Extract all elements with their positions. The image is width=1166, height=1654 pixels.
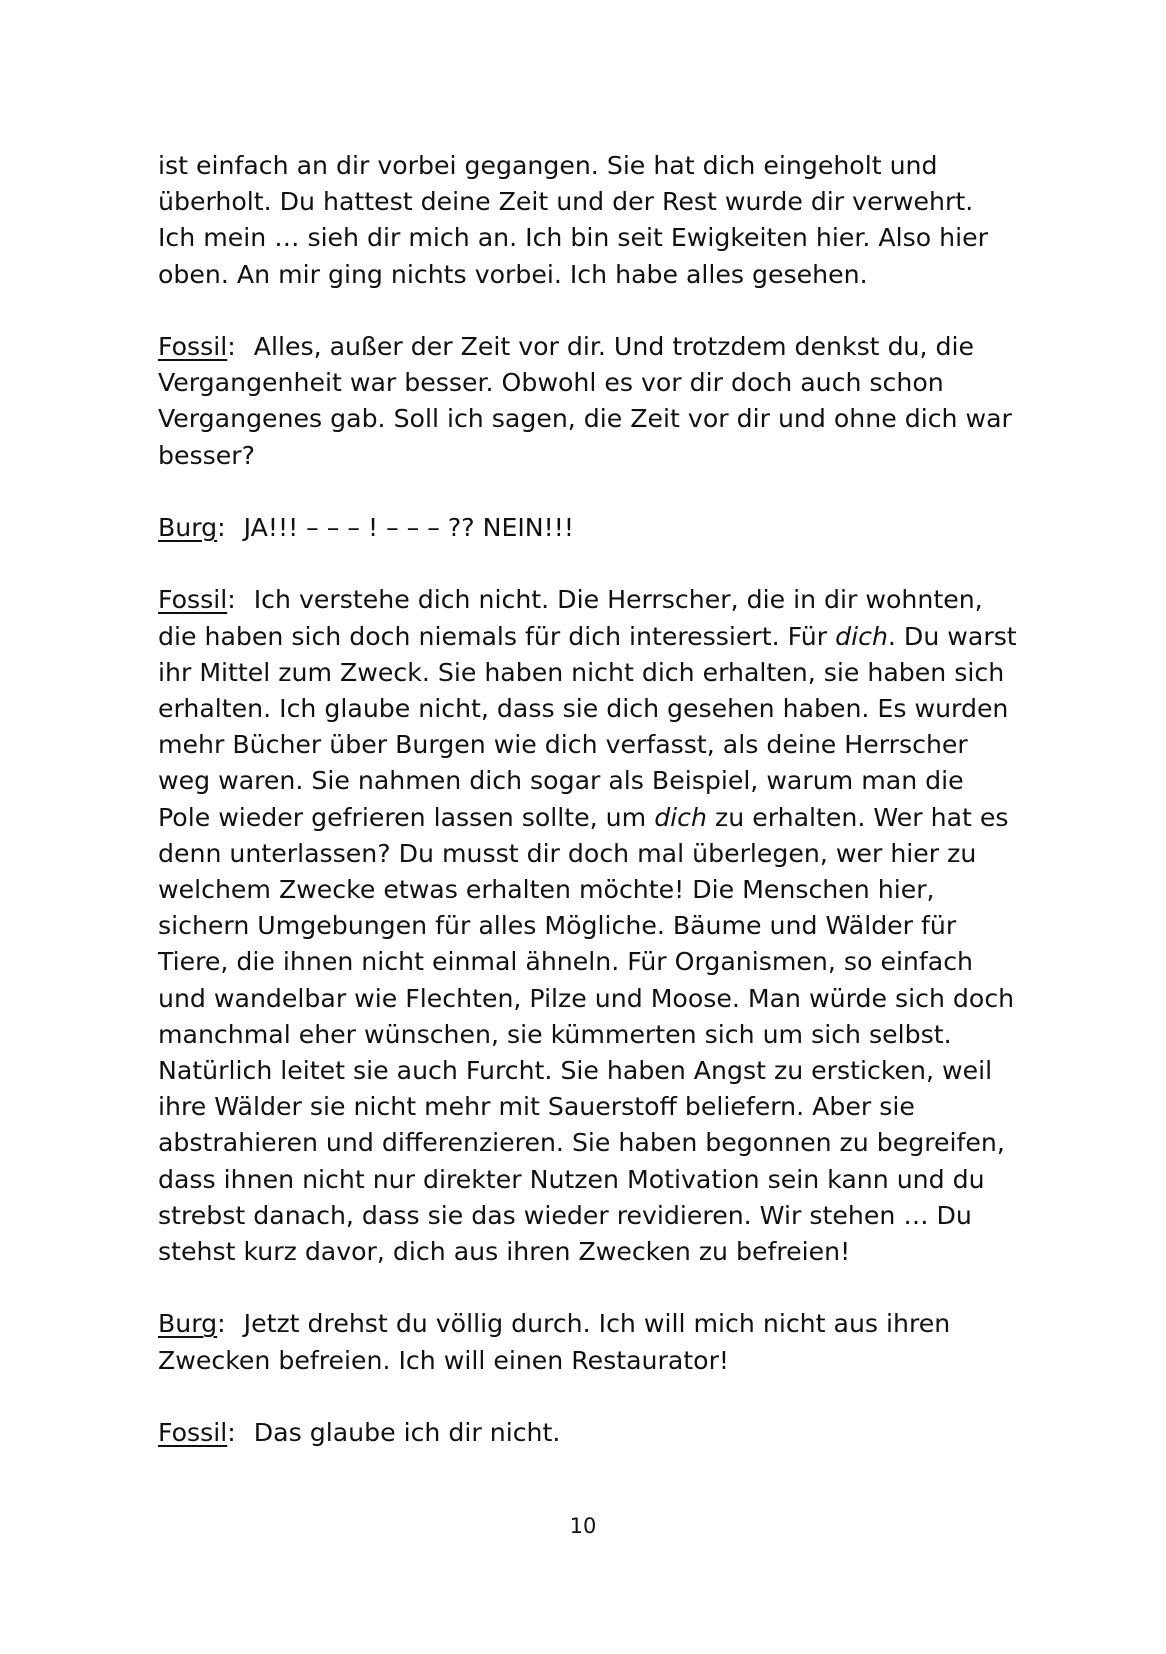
dialogue-text-segment: zu erhalten. Wer hat es denn unterlassen? Du musst dir doch mal überlegen, wer hier zu welchem Zwecke etwas erhalten möchte! Die Menschen hier, sichern Umgebungen für alles Mögliche. Bäume und Wälder für Tiere, die ihnen nicht einmal ähneln. Für Organismen, so einfach und wandelbar wie Flechten, Pilze und Moose. Man würde sich doch manchmal eher wünschen, sie kümmerten sich um sich selbst. Natürlich leitet sie auch Furcht. Sie haben Angst zu ersticken, weil ihre Wälder sie nicht mehr mit Sauerstoff beliefern. Aber sie abstrahieren und differenzieren. Sie haben begonnen zu begreifen, dass ihnen nicht nur direkter Nutzen Motivation sein kann und du strebst danach, dass sie das wieder revidieren. Wir stehen … Du stehst kurz davor, dich aus ihren Zwecken zu befreien!: [158, 802, 1015, 1267]
speaker-name: Burg: [158, 1309, 218, 1339]
speaker-colon: :: [217, 1309, 226, 1339]
emphasized-text: dich: [835, 621, 888, 651]
dialogue-text-segment: Das glaube ich dir nicht.: [253, 1418, 561, 1448]
dialogue-text-segment: Jetzt drehst du völlig durch. Ich will mich nicht aus ihren Zwecken befreien. Ich will einen Restaurator!: [158, 1309, 951, 1375]
speaker-name: Burg: [158, 513, 218, 542]
speaker-name: Fossil: [158, 1418, 228, 1448]
speaker-name: Fossil: [158, 585, 228, 615]
speaker-colon: :: [227, 1418, 236, 1448]
dialogue-line: [158, 582, 1018, 1270]
dialogue-text-segment: Alles, außer der Zeit vor dir. Und trotzdem denkst du, die Vergangenheit war besser. Obwohl es vor dir doch auch schon Vergangenes gab. Soll ich sagen, die Zeit vor dir und ohne dich war besser?: [158, 332, 1012, 470]
speaker-colon: :: [227, 585, 236, 615]
dialogue-text-segment: ist einfach an dir vorbei gegangen. Sie hat dich eingeholt und überholt. Du hattest deine Zeit und der Rest wurde dir verwehrt. Ich mein … sieh dir mich an. Ich bin seit Ewigkeiten hier. Also hier oben. An mir ging nichts vorbei. Ich habe alles gesehen.: [158, 151, 988, 289]
dialogue-line: [158, 329, 1018, 474]
speaker-colon: :: [217, 513, 226, 542]
emphasized-text: dich: [654, 802, 707, 832]
dialogue-text-segment: Ich verstehe dich nicht. Die Herrscher, die in dir wohnten, die haben sich doch niemals für dich interessiert. Für: [158, 585, 983, 651]
dialogue-line: [158, 510, 1018, 546]
dialogue-text-segment: . Du warst ihr Mittel zum Zweck. Sie haben nicht dich erhalten, sie haben sich erhalten. Ich glaube nicht, dass sie dich gesehen haben. Es wurden mehr Bücher über Burgen wie dich verfasst, als deine Herrscher weg waren. Sie nahmen dich sogar als Beispiel, warum man die Pole wieder gefrieren lassen sollte, um: [158, 621, 1017, 832]
dialogue-line: [158, 1415, 1018, 1451]
dialogue-line: [158, 1306, 1018, 1378]
dialogue-text-segment: JA!!! – – – ! – – – ?? NEIN!!!: [243, 513, 574, 542]
continuation-paragraph: [158, 148, 1018, 293]
page-number: 10: [569, 1514, 597, 1538]
speaker-colon: :: [227, 332, 236, 361]
dialogue-text: [158, 148, 1018, 1487]
speaker-name: Fossil: [158, 332, 228, 361]
